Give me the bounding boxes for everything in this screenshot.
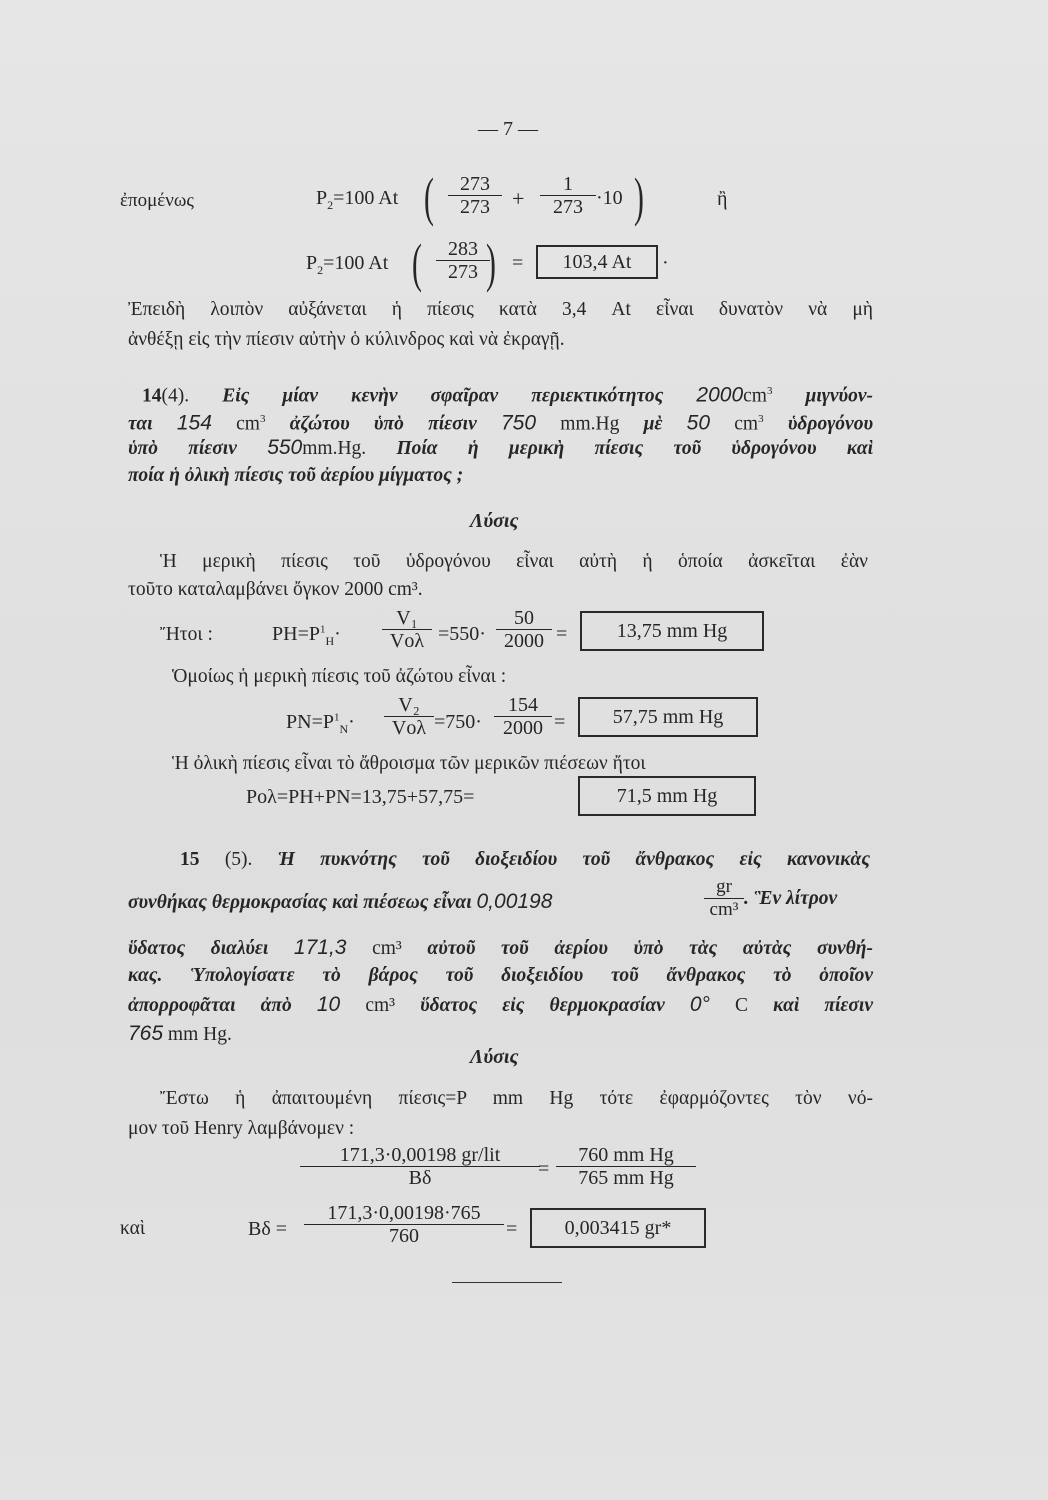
calc1-fraction-2 (540, 173, 596, 218)
solution1-eqN-dot: · (348, 711, 355, 733)
solution1-resultN-box: 57,75 mm Hg (578, 697, 758, 737)
problem15-line-3 (128, 934, 873, 962)
calc1-fraction-1 (448, 173, 502, 218)
problem14-l3-unit: mm.Hg. (302, 438, 367, 459)
text1-line-2: ἀνθέξῃ εἰς τὴν πίεσιν αὐτὴν ὁ κύλινδρος καὶ νὰ ἐκραγῇ. (128, 329, 565, 350)
solution1-fraction-H (382, 607, 432, 652)
problem14-l2-unit1-sup: 3 (259, 413, 266, 425)
problem15-density-fraction (704, 876, 744, 921)
calc1-line2-sub: 2 (317, 263, 324, 277)
calc1-f2-den: 273 (553, 196, 583, 218)
epomenos-label: ἐπομένως (120, 190, 194, 211)
problem15-line-4: κας. Ὑπολογίσατε τὸ βάρος τοῦ διοξειδίου τοῦ ἄνθρακος τὸ ὁποῖον (128, 965, 873, 986)
problem15-l3-a: ὕδατος διαλύει (128, 938, 269, 959)
calc1-line2-close-paren: ) (486, 233, 496, 293)
solution2-line-2: μον τοῦ Henry λαμβάνομεν : (128, 1118, 355, 1139)
problem14-l2-num1: 154 (176, 411, 212, 435)
solution1-line-1: Ἡ μερικὴ πίεσις τοῦ ὑδρογόνου εἶναι αὐτὴ ἡ ὁποία ἀσκεῖται ἐὰν (160, 551, 868, 572)
calc1-f3-den: 273 (448, 261, 478, 283)
problem15-l3-unit: cm³ (372, 938, 402, 959)
problem15-l5-num2: 0° (689, 993, 710, 1016)
problem15-number: 15 (180, 849, 200, 870)
solution1-eqH-lhs (272, 623, 341, 649)
solution1-fraction-N (384, 694, 434, 739)
problem14-l2-b: ἀζώτου ὑπὸ πίεσιν (289, 413, 477, 435)
solution1-fraction-N2 (494, 694, 552, 739)
problem15-l6-unit: mm Hg. (167, 1024, 232, 1045)
solution1-fH2-den: 2000 (504, 630, 544, 652)
calc1-line2-lhs (306, 252, 388, 278)
solution2-f3-den: 760 (389, 1225, 419, 1247)
solution2-fraction-3 (304, 1202, 504, 1247)
solution1-fN2-num: 154 (494, 694, 552, 717)
calc1-f3-num: 283 (436, 238, 490, 261)
solution2-eq2: = (506, 1218, 518, 1240)
solution1-eqH-sup: 1 (319, 623, 326, 636)
problem15-l2-fden: cm³ (709, 899, 739, 920)
calc1-result-box: 103,4 At (536, 245, 658, 279)
solution1-fraction-H2 (496, 607, 552, 652)
problem15-l1: Ἡ πυκνότης τοῦ διοξειδίου τοῦ ἄνθρακος εἰς κανονικὰς (277, 849, 871, 870)
problem14-l2-unit1: cm (236, 413, 260, 435)
solution2-line-1: Ἔστω ἡ ἀπαιτουμένη πίεσις=P mm Hg τότε ἐφαρμόζοντες τὸν νό- (160, 1088, 873, 1109)
problem15-l5-b: ὕδατος εἰς θερμοκρασίαν (420, 995, 665, 1016)
calc1-lhs-symbol: P (316, 187, 328, 209)
problem15-ref: (5). (224, 849, 253, 870)
solution1-line-2: τοῦτο καταλαμβάνει ὄγκον 2000 cm³. (128, 579, 423, 600)
problem14-l2-d: ὑδρογόνου (787, 413, 874, 435)
calc1-rhs-start: =100 At (333, 187, 399, 209)
solution1-fN2-den: 2000 (503, 717, 543, 739)
solution2-f1-den: Bδ (408, 1167, 432, 1189)
calc1-open-paren: ( (424, 167, 434, 227)
solution1-fH2-num: 50 (496, 607, 552, 630)
calc1-f1-den: 273 (460, 196, 490, 218)
solution1-eqN-lhs (286, 711, 355, 737)
problem15-l5-a: ἀπορροφᾶται ἀπὸ (128, 995, 292, 1016)
solution2-kai: καὶ (120, 1218, 146, 1239)
problem14-l1-num: 2000 (696, 383, 744, 407)
solution1-line-4: Ἡ ὀλικὴ πίεσις εἶναι τὸ ἄθροισμα τῶν μερικῶν πιέσεων ἤτοι (172, 753, 646, 774)
solution2-heading: Λύσις (470, 1046, 519, 1068)
solution1-fH-num: V₁ (382, 607, 432, 630)
solution1-line-3: Ὁμοίως ἡ μερικὴ πίεσις τοῦ ἀζώτου εἶναι : (172, 666, 507, 687)
problem14-l1-a: Εἰς μίαν κενὴν σφαῖραν περιεκτικότητος (222, 385, 664, 407)
solution2-fraction-2 (556, 1144, 696, 1189)
problem14-line-3 (128, 434, 873, 462)
solution1-eqH-mid: =550· (438, 623, 486, 645)
problem15-l3-num: 171,3 (293, 936, 347, 959)
solution1-fH-den: Vολ (389, 630, 425, 652)
problem14-line-4: ποία ἡ ὀλικὴ πίεσις τοῦ ἀερίου μίγματος ; (128, 465, 464, 486)
solution1-fN-num: V₂ (384, 694, 434, 717)
problem15-l2-fnum: gr (704, 876, 744, 899)
problem14-l2-unit3-sup: 3 (758, 413, 764, 425)
problem14-l3-b: Ποία ἡ μερικὴ πίεσις τοῦ ὑδρογόνου καὶ (396, 438, 874, 459)
problem14-line-2 (128, 406, 873, 438)
calc1-fraction-3 (436, 238, 490, 283)
calc1-plus: + (512, 186, 525, 211)
calc1-times: ·10 (596, 187, 623, 209)
problem15-line-6 (128, 1020, 873, 1048)
calc1-f1-num: 273 (448, 173, 502, 196)
solution1-eqT: Pολ=PH+PN=13,75+57,75= (246, 786, 475, 808)
problem14-ref: (4). (161, 385, 190, 407)
solution1-fN-den: Vολ (391, 717, 427, 739)
problem14-l1-b: μιγνύον- (805, 385, 873, 407)
calc1-close-paren: ) (634, 167, 644, 227)
solution2-eq1: = (538, 1158, 550, 1180)
solution2-f1-num: 171,3·0,00198 gr/lit (300, 1144, 540, 1167)
problem15-l6-num: 765 (128, 1022, 164, 1045)
solution1-eqH-sub: H (325, 634, 335, 648)
solution2-f3-num: 171,3·0,00198·765 (304, 1202, 504, 1225)
calc1-dot: · (662, 252, 669, 274)
problem15-l5-unit: cm³ (365, 995, 395, 1016)
problem15-l5-num: 10 (316, 993, 341, 1016)
problem15-line-5 (128, 991, 873, 1019)
problem15-l5-c: C (735, 995, 749, 1016)
solution1-eqH-dot: · (334, 623, 341, 645)
problem14-l3-num: 550 (267, 436, 303, 459)
problem15-l2-num: 0,00198 (476, 890, 553, 913)
solution2-f2-num: 760 mm Hg (556, 1144, 696, 1167)
calc1-line2-rhs: =100 At (323, 252, 389, 274)
text1-line-1: Ἐπειδὴ λοιπὸν αὐξάνεται ἡ πίεσις κατὰ 3,4 At εἶναι δυνατὸν νὰ μὴ (128, 299, 873, 320)
calc1-line2-eq: = (512, 252, 524, 274)
calc1-line2-open-paren: ( (412, 233, 422, 293)
solution2-result-box: 0,003415 gr* (530, 1208, 706, 1248)
solution1-eqN-eq: = (554, 711, 566, 733)
solution2-f2-den: 765 mm Hg (578, 1167, 674, 1189)
section-end-rule (452, 1282, 562, 1283)
solution1-resultH-box: 13,75 mm Hg (580, 611, 764, 651)
calc1-lhs-sub: 2 (327, 198, 334, 212)
calc1-lhs (316, 187, 398, 213)
problem14-l1-unit: cm (743, 385, 767, 407)
solution1-etoi: Ἤτοι : (160, 624, 213, 645)
solution1-eqH-eq: = (556, 623, 568, 645)
problem14-number: 14 (142, 385, 162, 407)
calc1-f2-num: 1 (540, 173, 596, 196)
solution2-bd: Bδ = (248, 1218, 288, 1240)
problem15-l2-b: . Ἓν λίτρον (744, 888, 838, 909)
solution1-eqN-sup: 1 (333, 711, 340, 724)
solution1-heading: Λύσις (470, 510, 519, 532)
problem14-line-1 (142, 378, 873, 410)
problem14-l1-unit-sup: 3 (766, 385, 773, 397)
solution1-eqN-mid: =750· (434, 711, 482, 733)
problem14-l2-unit3: cm (734, 413, 759, 435)
solution1-eqN-base: PN=P (286, 711, 334, 733)
problem14-l2-num2: 750 (500, 411, 537, 435)
solution1-resultT-box: 71,5 mm Hg (578, 776, 756, 816)
solution1-eqH-base: PH=P (272, 623, 320, 645)
page-number: — 7 — (478, 118, 538, 140)
problem15-l3-b: αὐτοῦ τοῦ ἀερίου ὑπὸ τὰς αὐτὰς συνθή- (427, 938, 873, 959)
problem15-l2-a: συνθήκας θερμοκρασίας καὶ πιέσεως εἶναι (128, 892, 472, 913)
problem14-l3-a: ὑπὸ πίεσιν (128, 438, 237, 459)
problem14-l2-a: ται (128, 413, 153, 435)
calc1-or: ἢ (717, 188, 728, 210)
problem15-line-1 (180, 846, 870, 873)
solution2-fraction-1 (300, 1144, 540, 1189)
calc1-line2-symbol: P (306, 252, 318, 274)
problem15-l5-d: καὶ πίεσιν (773, 995, 873, 1016)
problem14-l2-unit2: mm.Hg (560, 413, 620, 435)
solution1-eqN-sub: N (339, 722, 349, 736)
problem14-l2-num3: 50 (686, 411, 711, 435)
problem14-l2-c: μὲ (643, 413, 663, 435)
